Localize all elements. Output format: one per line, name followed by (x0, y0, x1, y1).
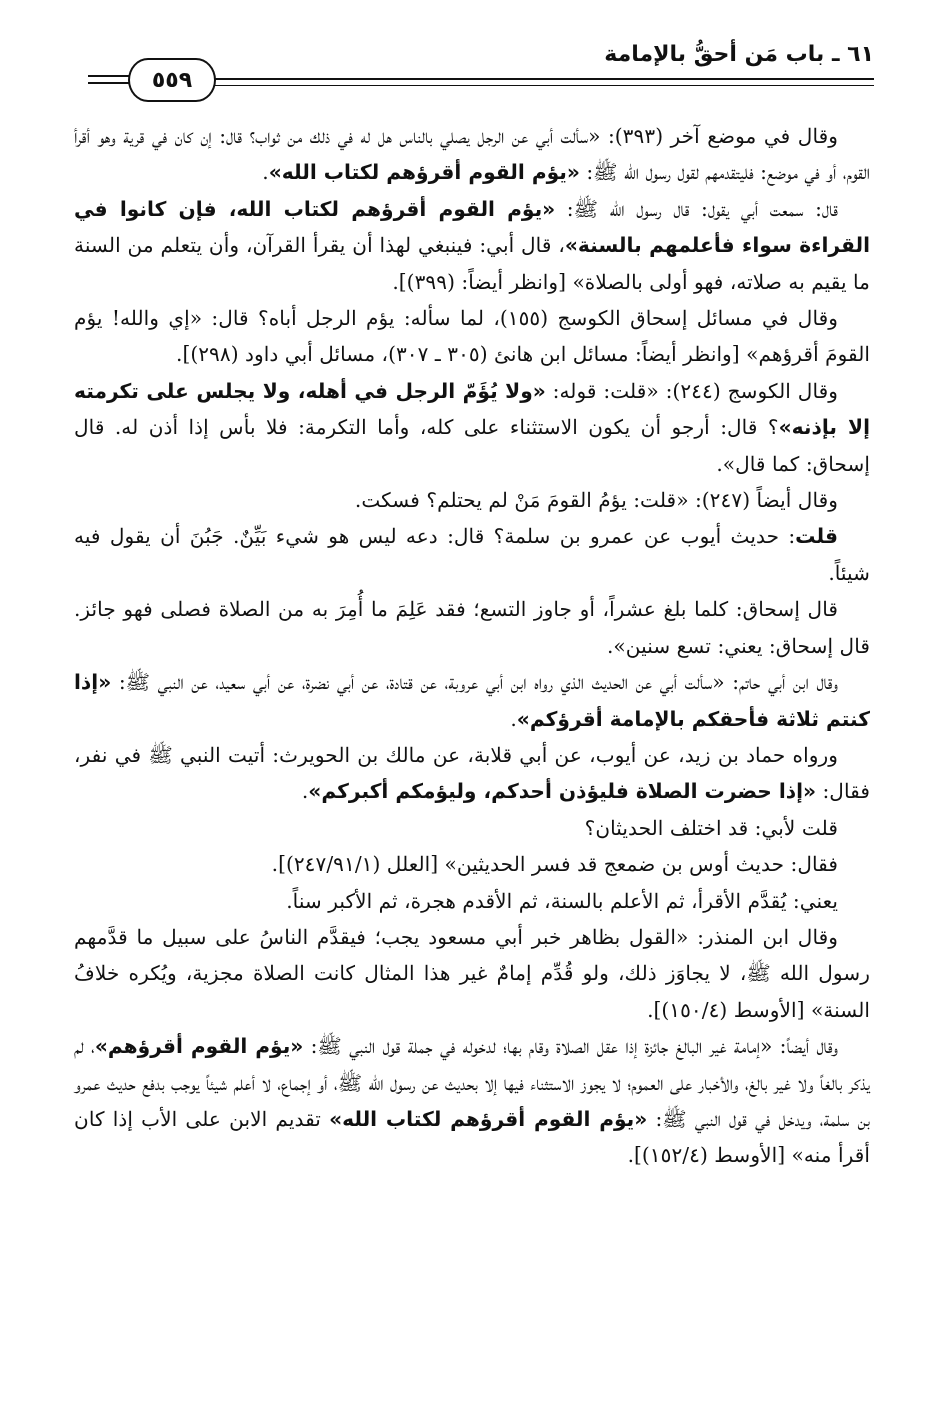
header-rule-thin (200, 85, 874, 86)
paragraph (74, 1028, 870, 1174)
paragraph (74, 737, 870, 810)
paragraph-text: وقال أيضاً (٢٤٧): «قلت: يؤمُ القومَ مَنْ لم يحتلم؟ فسكت. (354, 488, 838, 513)
paragraph (74, 191, 870, 300)
paragraph (74, 482, 870, 518)
paragraph (74, 373, 870, 482)
paragraph-text: : حديث أيوب عن عمرو بن سلمة؟ قال: دعه ليس هو شيء بَيِّنٌ. جَبُنَ أن يقول فيه شيئاً. (74, 524, 870, 585)
paragraph-text: فقال: حديث أوس بن ضمعج قد فسر الحديثين» [العلل (٢٤٧/٩١/١)]. (271, 852, 838, 877)
paragraph-text: . (262, 160, 269, 185)
paragraph-text: ، قال أبي: فينبغي لهذا أن يقرأ القرآن، وأن يتعلم من السنة ما يقيم به صلاته، فهو أولى بالصلاة» [وانظر أيضاً: (٣٩٩)]. (74, 233, 870, 294)
paragraph (74, 810, 870, 846)
body-text (74, 118, 870, 1174)
header-ornament-lines (88, 75, 132, 89)
quoted-hadith-text: «إذا كنتم ثلاثة فأحقكم بالإمامة أقرؤكم» (74, 670, 870, 731)
paragraph-text: قال إسحاق: كلما بلغ عشراً، أو جاوز التسع؛ فقد عَلِمَ ما أُمِرَ به من الصلاة فصلى فهو جائز. قال إسحاق: يعني: تسع سنين». (74, 597, 870, 658)
quoted-hadith-text: «ولا يُؤَمّ الرجل في أهله، ولا يجلس على تكرمته إلا بإذنه» (74, 378, 870, 440)
paragraph-text: . (301, 779, 309, 804)
paragraph (74, 118, 870, 191)
quoted-hadith-text: «يؤم القوم أقرؤهم لكتاب الله» (268, 160, 580, 185)
paragraph-text: وقال ابن المنذر: «القول بظاهر خبر أبي مسعود يجب؛ فيقدَّم الناسُ على سبيل ما قدَّمهم رسول الله ﷺ، لا يجاوَز ذلك، ولو قُدِّم إمامٌ غير هذا المثال كانت الصلاة مجزية، ويُكره خلافُ السنة» [الأوسط (١٥٠/٤)]. (74, 924, 870, 1022)
page-header (70, 38, 874, 100)
quoted-hadith-text: قلت (795, 524, 838, 549)
quoted-hadith-text: «يؤم القوم أقرؤهم لكتاب الله، فإن كانوا في القراءة سواء فأعلمهم بالسنة» (74, 196, 870, 258)
paragraph-text: وقال الكوسج (٢٤٤): «قلت: قوله: (545, 378, 838, 403)
paragraph-text: ورواه حماد بن زيد، عن أيوب، عن أبي قلابة، عن مالك بن الحويرث: أتيت النبي ﷺ في نفر، فقال: (74, 742, 870, 804)
paragraph (74, 518, 870, 591)
paragraph-text: ، لم يذكر بالغاً ولا غير بالغ، والأخبار على العموم؛ لا يجوز الاستثناء فيها إلا بحديث عن رسول الله ﷺ، أو إجماع، لا أعلم شيئاً يوجب بدفع حديث عمرو بن سلمة، ويدخل في قول النبي ﷺ: (74, 1034, 871, 1131)
chapter-title: ٦١ ـ باب مَن أحقُّ بالإمامة (604, 42, 874, 67)
paragraph (74, 300, 870, 373)
paragraph-text: وقال ابن أبي حاتم: «سألت أبي عن الحديث الذي رواه ابن أبي عروبة، عن قتادة، عن أبي نضرة، عن أبي سعيد، عن النبي ﷺ: (111, 670, 838, 695)
header-rule (200, 78, 874, 80)
paragraph (74, 846, 870, 882)
paragraph (74, 919, 870, 1028)
paragraph-text: قال: سمعت أبي يقول: قال رسول الله ﷺ: (555, 196, 838, 221)
paragraph-text: وقال أيضاً: «إمامة غير البالغ جائزة إذا عقل الصلاة وقام بها؛ لدخوله في جملة قول النبي ﷺ: (303, 1034, 838, 1059)
paragraph (74, 664, 870, 737)
paragraph-text: ؟ قال: أرجو أن يكون الاستثناء على كله، وأما التكرمة: فلا بأس إذا أذن له. قال إسحاق: كما قال». (74, 415, 870, 476)
paragraph-text: تقديم الابن على الأب إذا كان أقرأ منه» [الأوسط (١٥٢/٤)]. (74, 1106, 870, 1168)
paragraph-text: يعني: يُقدَّم الأقرأ، ثم الأعلم بالسنة، ثم الأقدم هجرة، ثم الأكبر سناً. (286, 888, 838, 913)
paragraph-text: وقال في مسائل إسحاق الكوسج (١٥٥)، لما سأله: يؤم الرجل أباه؟ قال: «إي والله! يؤم القومَ أقرؤهم» [وانظر أيضاً: مسائل ابن هانئ (٣٠٥ ـ ٣٠٧)، مسائل أبي داود (٢٩٨)]. (74, 306, 870, 367)
paragraph-text: وقال في موضع آخر (٣٩٣): «سألت أبي عن الرجل يصلي بالناس هل له في ذلك من ثواب؟ قال: إن كان في قرية وهو أقرأ القوم، أو في موضع: فليتقدمهم لقول رسول الله ﷺ: (74, 124, 870, 185)
paragraph (74, 591, 870, 664)
page-number: ٥٥٩ (128, 58, 216, 102)
paragraph (74, 883, 870, 919)
quoted-hadith-text: «إذا حضرت الصلاة فليؤذن أحدكم، وليؤمكم أكبركم» (308, 779, 817, 804)
quoted-hadith-text: «يؤم القوم أقرؤهم» (94, 1034, 304, 1059)
quoted-hadith-text: «يؤم القوم أقرؤهم لكتاب الله» (329, 1106, 648, 1131)
paragraph-text: قلت لأبي: قد اختلف الحديثان؟ (584, 815, 838, 840)
paragraph-text: . (510, 706, 517, 731)
